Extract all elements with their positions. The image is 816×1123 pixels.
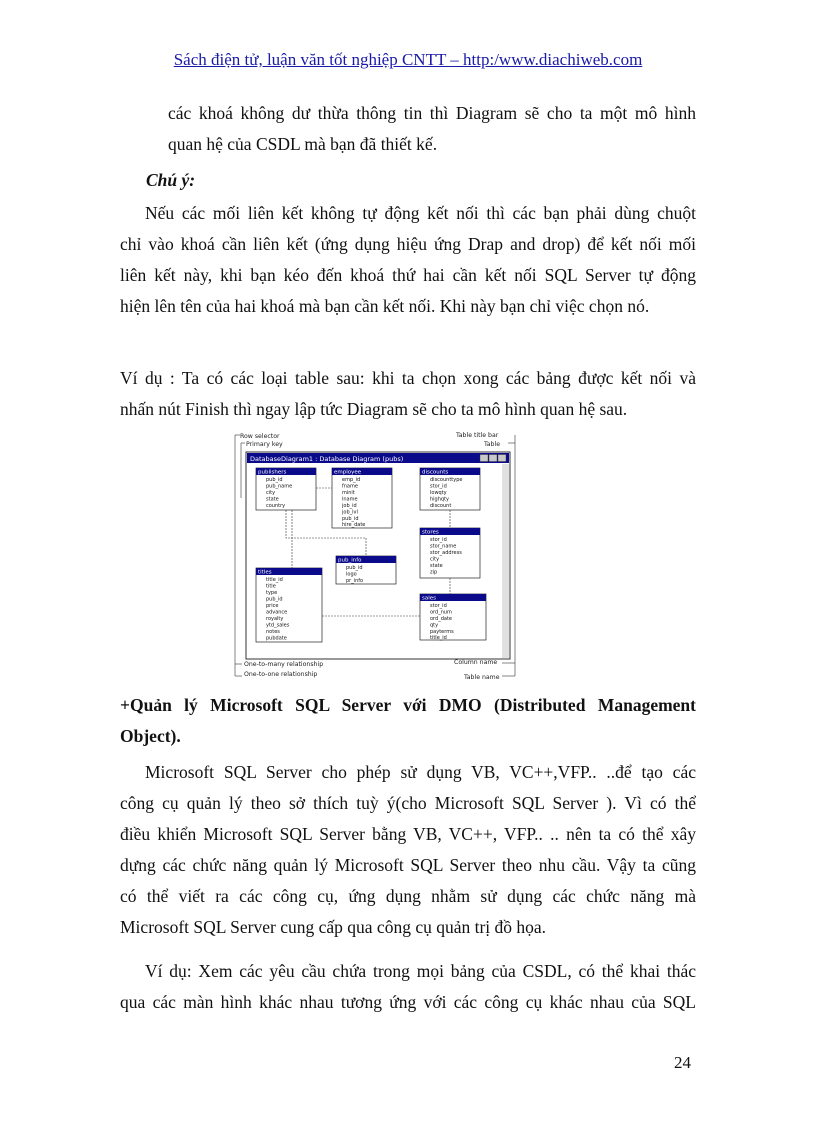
- page-header-link[interactable]: Sách điện tử, luận văn tốt nghiệp CNTT – http:/www.diachiweb.com: [173, 50, 643, 69]
- database-diagram-figure: [232, 430, 518, 680]
- note-line-1: Nếu các mối liên kết không tự động kết nối thì các bạn phải dùng chuột: [145, 203, 696, 223]
- stores-row: stor_id: [430, 537, 447, 543]
- note-label: Chú ý:: [146, 170, 196, 190]
- pub-info-row: logo: [346, 571, 357, 578]
- titles-row: price: [266, 603, 279, 609]
- intro-line-1: các khoá không dư thừa thông tin thì Diagram sẽ cho ta một mô hình: [168, 103, 696, 123]
- stores-row: zip: [430, 569, 438, 576]
- discounts-row: lowqty: [430, 490, 447, 496]
- discounts-row: discounttype: [430, 477, 463, 483]
- dmo-line-6: Microsoft SQL Server cung cấp qua công cụ quản trị đồ họa.: [120, 917, 547, 937]
- note-line-4: hiện lên tên của hai khoá mà bạn cần kết nối. Khi này bạn chỉ việc chọn nó.: [120, 296, 650, 316]
- sales-row: payterms: [430, 629, 454, 635]
- sales-row: title_id: [430, 635, 447, 641]
- publishers-row: state: [266, 496, 279, 503]
- table-discounts[interactable]: [420, 468, 480, 510]
- stores-row: state: [430, 563, 443, 569]
- titles-row: royalty: [266, 616, 284, 622]
- table-sales[interactable]: [420, 594, 486, 641]
- minimize-icon[interactable]: [480, 455, 488, 462]
- table-publishers[interactable]: [256, 468, 316, 510]
- note-line-3: liên kết này, khi bạn kéo đến khoá thứ hai cần kết nối SQL Server tự động: [120, 265, 696, 285]
- sales-row: ord_date: [430, 616, 452, 622]
- employee-row: job_lvl: [342, 509, 358, 516]
- callout-one-to-one: One-to-one relationship: [244, 671, 318, 678]
- dmo-line-1: Microsoft SQL Server cho phép sử dụng VB, VC++,VFP.. ..để tạo các: [145, 762, 696, 782]
- discounts-row: discount: [430, 503, 452, 509]
- publishers-title: publishers: [258, 469, 287, 476]
- publishers-row: country: [266, 503, 286, 509]
- heading-line-2: Object).: [120, 726, 181, 746]
- pub-info-title: pub_info: [338, 557, 362, 564]
- callout-one-to-many: One-to-many relationship: [244, 661, 324, 668]
- titles-title: titles: [258, 569, 272, 576]
- intro-line-2: quan hệ của CSDL mà bạn đã thiết kế.: [168, 134, 438, 154]
- discounts-row: stor_id: [430, 483, 447, 490]
- stores-row: city: [430, 556, 440, 563]
- table-employee[interactable]: [332, 468, 392, 528]
- employee-row: lname: [342, 496, 358, 503]
- note-paragraph: [120, 198, 696, 322]
- stores-row: stor_address: [430, 550, 462, 556]
- dmo-line-4: dựng các chức năng quản lý Microsoft SQL Server theo nhu cầu. Vậy ta cũng: [120, 855, 696, 875]
- employee-row: minit: [342, 490, 355, 496]
- discounts-title: discounts: [422, 469, 449, 476]
- titles-row: title: [266, 583, 276, 590]
- table-stores[interactable]: [420, 528, 480, 578]
- note-line-2: chỉ vào khoá cần liên kết (ứng dụng hiệu ứng Drap and drop) để kết nối mối: [120, 234, 696, 254]
- stores-row: stor_name: [430, 543, 457, 550]
- example-paragraph: [120, 363, 696, 425]
- table-pub-info[interactable]: [336, 556, 396, 584]
- employee-title: employee: [334, 469, 362, 476]
- employee-row: hire_date: [342, 522, 366, 528]
- sales-row: qty: [430, 622, 439, 629]
- section-heading: [120, 690, 696, 752]
- maximize-icon[interactable]: [489, 455, 497, 462]
- dmo-paragraph: [120, 757, 696, 943]
- sales-row: stor_id: [430, 603, 447, 609]
- last-line-1: Ví dụ: Xem các yêu cầu chứa trong mọi bảng của CSDL, có thể khai thác: [145, 961, 696, 981]
- employee-row: job_id: [342, 503, 357, 509]
- example-line-2: nhấn nút Finish thì ngay lập tức Diagram sẽ cho ta mô hình quan hệ sau.: [120, 399, 628, 419]
- heading-line-1: +Quản lý Microsoft SQL Server với DMO (Distributed Management: [120, 695, 696, 715]
- callout-column-name: Column name: [454, 659, 498, 666]
- callout-table: Table: [484, 441, 500, 448]
- titles-row: advance: [266, 609, 288, 616]
- dmo-line-2: công cụ quản lý theo sở thích tuỳ ý(cho Microsoft SQL Server ). Vì có thể: [120, 793, 696, 813]
- employee-row: pub_id: [342, 516, 359, 522]
- employee-row: emp_id: [342, 477, 361, 483]
- diagram-window-title: DatabaseDiagram1 : Database Diagram (pubs): [250, 455, 404, 463]
- callout-table-title-bar: Table title bar: [456, 432, 499, 439]
- titles-row: pubdate: [266, 635, 287, 642]
- dmo-line-5: có thể viết ra các công cụ, ứng dụng nhằm sử dụng các chức năng mà: [120, 886, 696, 906]
- titles-row: pub_id: [266, 596, 283, 603]
- callout-row-selector: Row selector: [240, 433, 280, 440]
- last-line-2: qua các màn hình khác nhau tương ứng với các công cụ khác nhau của SQL: [120, 992, 696, 1012]
- table-titles[interactable]: [256, 568, 322, 642]
- pub-info-row: pr_info: [346, 578, 364, 584]
- intro-paragraph: [168, 98, 696, 160]
- publishers-row: pub_id: [266, 477, 283, 483]
- callout-table-name: Table name: [464, 674, 500, 680]
- sales-title: sales: [422, 595, 437, 602]
- titles-row: title_id: [266, 577, 283, 583]
- close-icon[interactable]: [498, 455, 506, 462]
- dmo-line-3: điều khiển Microsoft SQL Server bằng VB, VC++, VFP.. .. nên ta có thể xây: [120, 824, 696, 844]
- publishers-row: pub_name: [266, 483, 293, 490]
- pub-info-row: pub_id: [346, 565, 363, 571]
- sales-row: ord_num: [430, 609, 452, 616]
- titles-row: ytd_sales: [266, 622, 290, 629]
- page-number: 24: [674, 1053, 691, 1072]
- example-line-1: Ví dụ : Ta có các loại table sau: khi ta chọn xong các bảng được kết nối và: [120, 368, 696, 388]
- titles-row: notes: [266, 629, 280, 635]
- stores-title: stores: [422, 529, 439, 536]
- publishers-row: city: [266, 490, 276, 496]
- titles-row: type: [266, 590, 278, 596]
- discounts-row: highqty: [430, 496, 449, 503]
- employee-row: fname: [342, 483, 358, 490]
- last-paragraph: [120, 956, 696, 1018]
- callout-primary-key: Primary key: [246, 441, 283, 448]
